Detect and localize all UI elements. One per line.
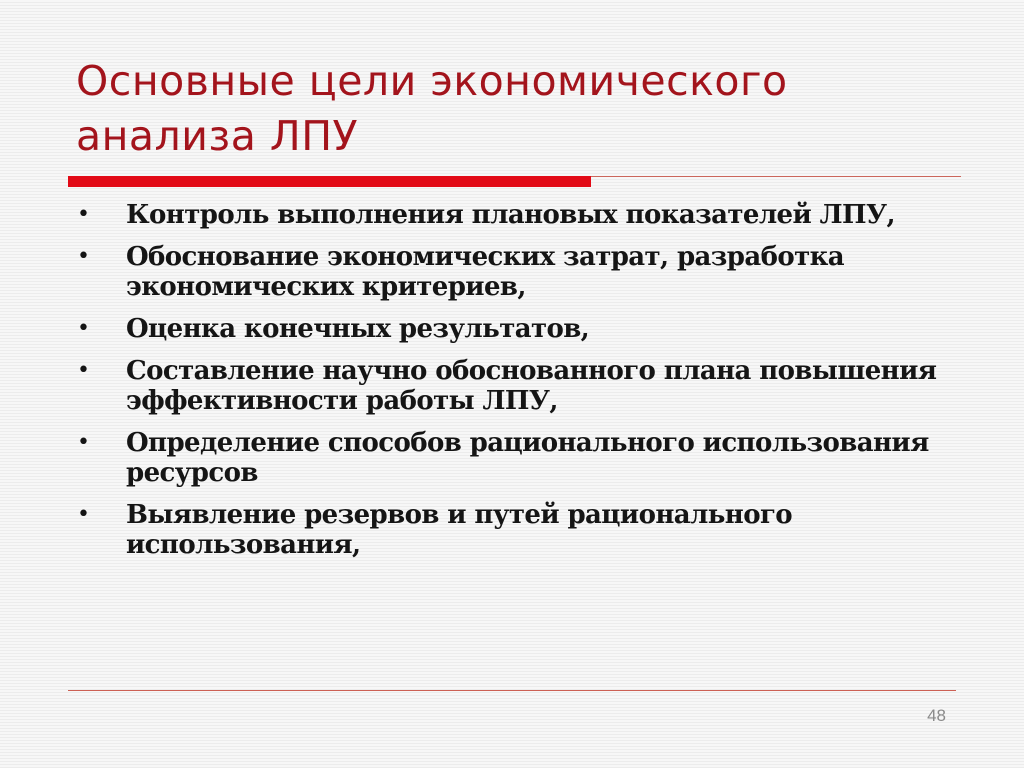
bullet-text: Составление научно обоснованного плана повышения эффективности работы ЛПУ,: [126, 356, 937, 416]
bullet-text: Определение способов рационального использования ресурсов: [126, 428, 929, 488]
bullet-item-plan: [68, 356, 948, 416]
bullet-text: Выявление резервов и путей рационального использования,: [126, 500, 793, 560]
bullet-text: Оценка конечных результатов,: [126, 314, 590, 344]
bullet-marker: •: [77, 244, 90, 269]
slide-title-line-2: анализа ЛПУ: [76, 112, 359, 160]
bullet-item-resources: [68, 428, 948, 488]
bullet-marker: •: [77, 316, 90, 341]
bullet-marker: •: [77, 430, 90, 455]
slide-title-line-1: Основные цели экономического: [76, 57, 788, 105]
page-number: 48: [927, 706, 946, 725]
title-accent-rule: [591, 176, 961, 177]
bullet-marker: •: [77, 358, 90, 383]
slide-title: [76, 54, 976, 164]
bullet-list: [68, 200, 948, 572]
bullet-marker: •: [77, 502, 90, 527]
footer-rule: [68, 690, 956, 691]
bullet-text: Обоснование экономических затрат, разработка экономических критериев,: [126, 242, 845, 302]
bullet-item-control: [68, 200, 948, 230]
bullet-item-reserves: [68, 500, 948, 560]
bullet-item-evaluation: [68, 314, 948, 344]
bullet-text: Контроль выполнения плановых показателей ЛПУ,: [126, 200, 895, 230]
title-accent-bar: [68, 176, 591, 187]
bullet-marker: •: [77, 202, 90, 227]
bullet-item-justification: [68, 242, 948, 302]
